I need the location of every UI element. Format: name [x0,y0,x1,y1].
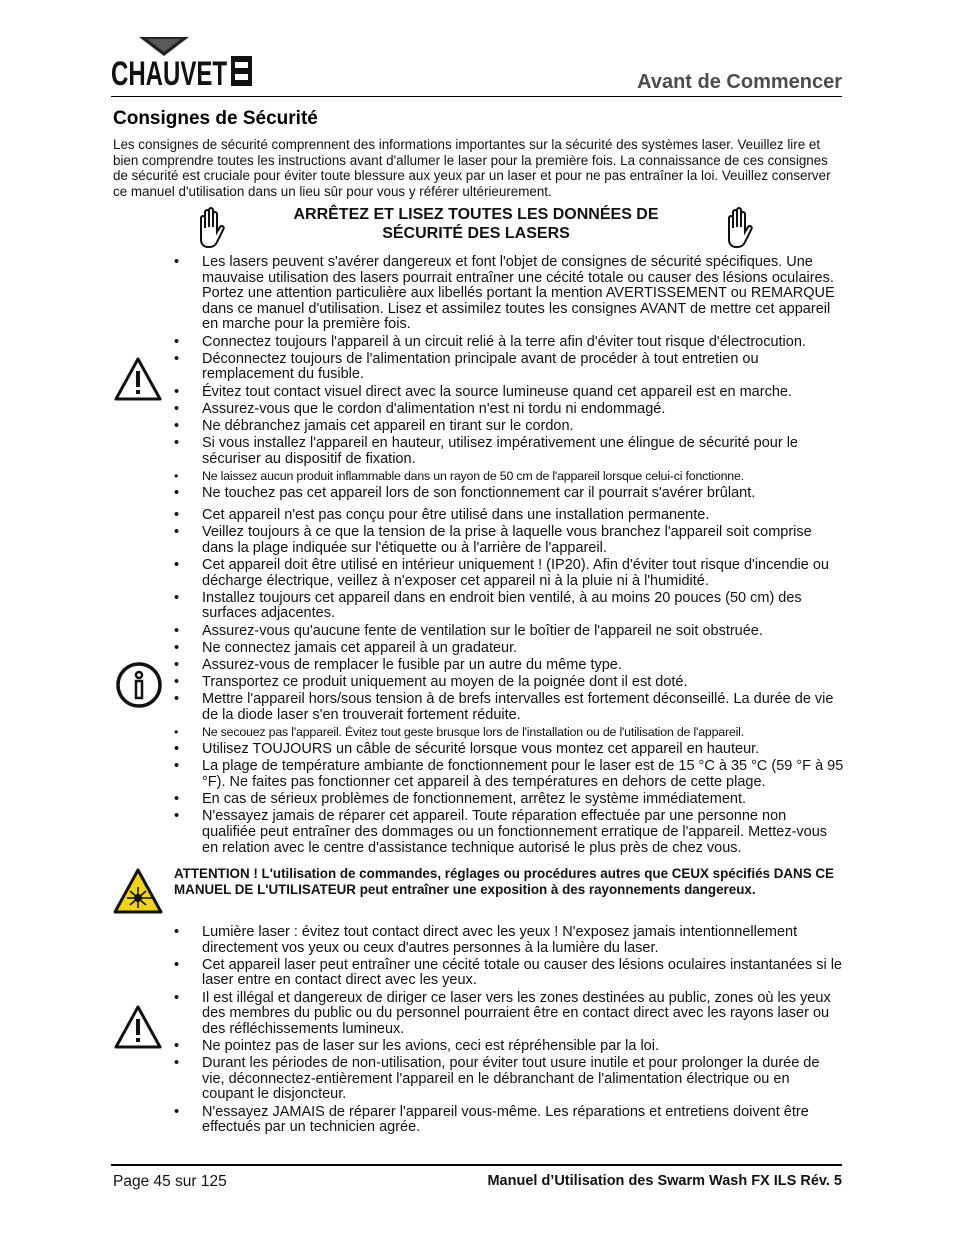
list-item: • Évitez tout contact visuel direct avec la source lumineuse quand cet appareil est en marche. [174,385,844,401]
laser-exposure-list [174,925,844,1137]
page-heading: Consignes de Sécurité [113,108,318,129]
stop-hand-icon [724,206,754,250]
list-item: • Déconnectez toujours de l'alimentation principale avant de procéder à tout entretien ou remplacement du fusible. [174,352,844,383]
info-circle-icon [114,660,164,710]
chauvet-dj-logo [111,34,253,92]
list-item: • Cet appareil n'est pas conçu pour être utilisé dans une installation permanente. [174,508,844,524]
list-item: • Ne secouez pas l'appareil. Évitez tout geste brusque lors de l'installation ou de l'utilisation de l'appareil. [174,725,844,741]
installation-safety-list [174,508,844,858]
list-item: • Ne touchez pas cet appareil lors de son fonctionnement car il pourrait s'avérer brûlant. [174,486,844,502]
intro-paragraph: Les consignes de sécurité comprennent des informations importantes sur la sécurité des systèmes laser. Veuillez lire et bien comprendre toutes les instructions avant d'allumer le laser pour la première fois. La connaissance de ces consignes de sécurité est cruciale pour éviter toute blessure aux yeux par un laser et pour ne pas entraîner la loi. Veuillez conserver ce manuel d'utilisation dans un lieu sûr pour vous y référer ultérieurement. [113,137,831,199]
list-item: • Connectez toujours l'appareil à un circuit relié à la terre afin d'éviter tout risque d'électrocution. [174,335,844,351]
stop-hand-icon [196,206,226,250]
list-item: • Durant les périodes de non-utilisation, pour éviter tout usure inutile et pour prolonger la durée de vie, déconnectez-entièrement l'appareil en le débranchant de l'alimentation électrique ou en coupant le disjoncteur. [174,1056,844,1103]
list-item: • La plage de température ambiante de fonctionnement pour le laser est de 15 °C à 35 °C (59 °F à 95 °F). Ne faites pas fonctionner cet appareil à des températures en dehors de cette plage. [174,759,844,790]
list-item: • Assurez-vous qu'aucune fente de ventilation sur le boîtier de l'appareil ne soit obstruée. [174,624,844,640]
list-item: • Ne laissez aucun produit inflammable dans un rayon de 50 cm de l'appareil lorsque celui-ci fonctionne. [174,469,844,485]
page-number: Page 45 sur 125 [113,1173,227,1190]
laser-safety-list [174,255,844,503]
stop-title-line2: SÉCURITÉ DES LASERS [382,225,570,242]
list-item: • Il est illégal et dangereux de diriger ce laser vers les zones destinées au public, zones où les yeux des membres du public ou du personnel pourraient être en contact direct avec les rayons laser ou des réfléchissements lumineux. [174,991,844,1038]
list-item: • Ne débranchez jamais cet appareil en tirant sur le cordon. [174,419,844,435]
list-item: • Installez toujours cet appareil dans en endroit bien ventilé, à au moins 20 pouces (50 cm) des surfaces adjacentes. [174,591,844,622]
warning-triangle-icon [113,1003,163,1053]
list-item: • Assurez-vous que le cordon d'alimentation n'est ni tordu ni endommagé. [174,402,844,418]
list-item: • Cet appareil laser peut entraîner une cécité totale ou causer des lésions oculaires instantanées si le laser entre en contact direct avec les yeux. [174,958,844,989]
attention-notice: ATTENTION ! L'utilisation de commandes, réglages ou procédures autres que CEUX spécifiés DANS CE MANUEL DE L'UTILISATEUR peut entraîner une exposition à des rayonnements dangereux. [174,866,834,897]
list-item: • Mettre l'appareil hors/sous tension à de brefs intervalles est fortement déconseillé. La durée de vie de la diode laser s'en trouverait fortement réduite. [174,692,844,723]
list-item: • Cet appareil doit être utilisé en intérieur uniquement ! (IP20). Afin d'éviter tout risque d'incendie ou décharge électrique, veillez à n'exposer cet appareil ni à la pluie ni à l'humidité. [174,558,844,589]
list-item: • Utilisez TOUJOURS un câble de sécurité lorsque vous montez cet appareil en hauteur. [174,742,844,758]
list-item: • Ne pointez pas de laser sur les avions, ceci est répréhensible par la loi. [174,1039,844,1055]
list-item: • Lumière laser : évitez tout contact direct avec les yeux ! N'exposez jamais intentionnellement directement vos yeux ou ceux d'autres personnes à la lumière du laser. [174,925,844,956]
manual-title: Manuel d’Utilisation des Swarm Wash FX ILS Rév. 5 [487,1173,842,1189]
list-item: • Les lasers peuvent s'avérer dangereux et font l'objet de consignes de sécurité spécifiques. Une mauvaise utilisation des lasers pourrait entraîner une cécité totale ou causer des lésions oculaires. Portez une attention particulière aux libellés portant la mention AVERTISSEMENT ou REMARQUE dans ce manuel d'utilisation. Lisez et assimilez toutes les consignes AVANT de mettre cet appareil en marche pour la première fois. [174,255,844,333]
list-item: • Transportez ce produit uniquement au moyen de la poignée dont il est doté. [174,675,844,691]
list-item: • Veillez toujours à ce que la tension de la prise à laquelle vous branchez l'appareil soit comprise dans la plage indiquée sur l'étiquette ou à l'arrière de l'appareil. [174,525,844,556]
list-item: • Ne connectez jamais cet appareil à un gradateur. [174,641,844,657]
list-item: • N'essayez JAMAIS de réparer l'appareil vous-même. Les réparations et entretiens doivent être effectués par un technicien agrée. [174,1105,844,1136]
footer-divider [111,1164,842,1166]
header-divider [111,96,842,97]
warning-triangle-icon [113,355,163,405]
svg-text:CHAUVET: CHAUVET [111,55,228,93]
section-title: Avant de Commencer [637,71,842,93]
list-item: • N'essayez jamais de réparer cet appareil. Toute réparation effectuée par une personne non qualifiée peut entraîner des dommages ou un fonctionnement erratique de l'appareil. Mettez-vous en relation avec le centre d'assistance technique autorisé le plus près de chez vous. [174,809,844,856]
stop-title-line1: ARRÊTEZ ET LISEZ TOUTES LES DONNÉES DE [293,206,659,223]
list-item: • Assurez-vous de remplacer le fusible par un autre du même type. [174,658,844,674]
stop-and-read-title [236,205,716,243]
list-item: • Si vous installez l'appareil en hauteur, utilisez impérativement une élingue de sécurité pour le sécuriser au dispositif de fixation. [174,436,844,467]
list-item: • En cas de sérieux problèmes de fonctionnement, arrêtez le système immédiatement. [174,792,844,808]
laser-hazard-icon [113,867,163,917]
